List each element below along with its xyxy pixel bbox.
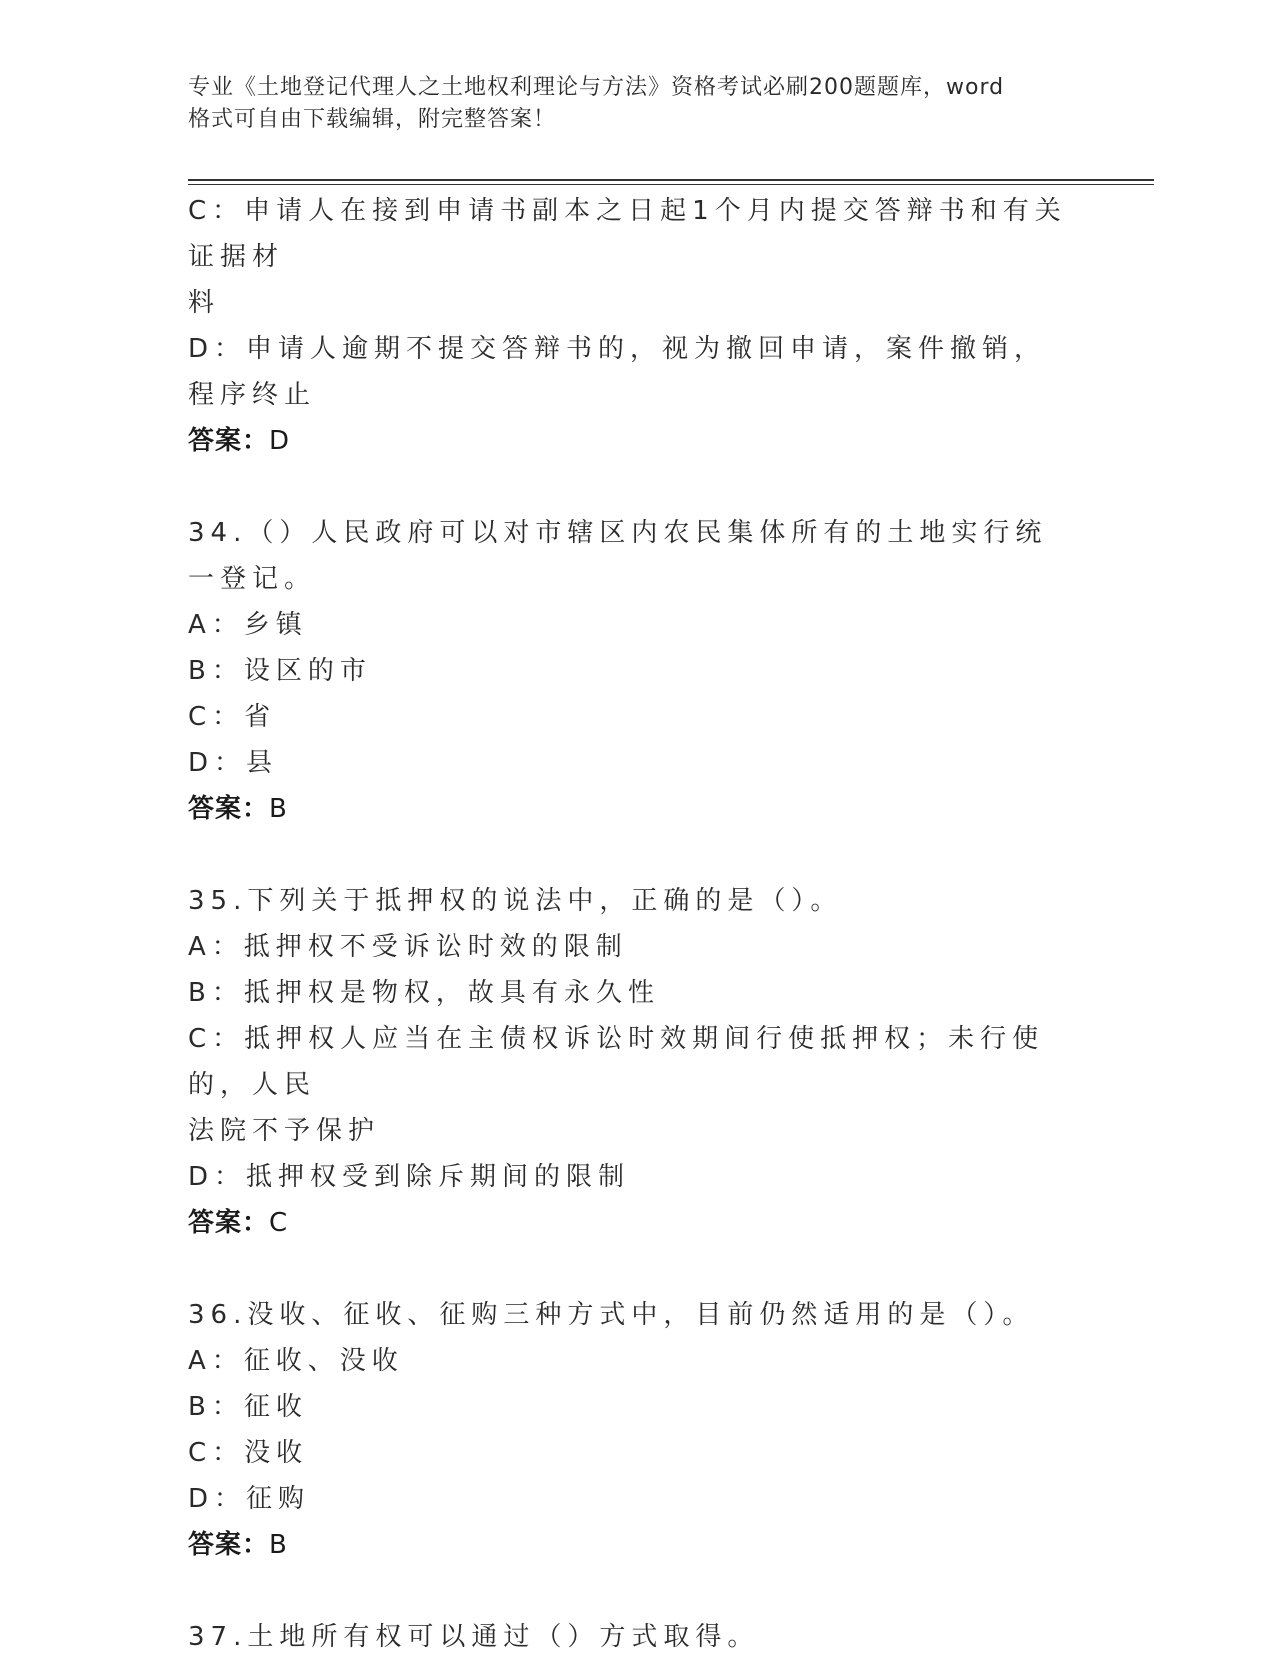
- option-b: B：抵押权是物权，故具有永久性: [188, 978, 660, 1008]
- answer-value: B: [269, 1530, 288, 1560]
- answer-line: [188, 418, 1078, 464]
- option-c-wrap: 料: [188, 288, 221, 318]
- answer-line: [188, 786, 1078, 832]
- spacer: [188, 1568, 1078, 1614]
- option-b: B：征收: [188, 1392, 308, 1422]
- answer-label: 答案：: [188, 1530, 270, 1560]
- question-stem: 36.没收、征收、征购三种方式中，目前仍然适用的是（）。: [188, 1300, 1035, 1330]
- question-stem: 35.下列关于抵押权的说法中，正确的是（）。: [188, 886, 843, 916]
- spacer: [188, 1246, 1078, 1292]
- header-divider-thick: [188, 179, 1154, 181]
- option-d: D：县: [188, 748, 279, 778]
- answer-label: 答案：: [188, 426, 270, 456]
- answer-value: C: [269, 1208, 289, 1238]
- question-36: [188, 1292, 1078, 1568]
- question-33-continued: [188, 188, 1078, 464]
- answer-line: [188, 1522, 1078, 1568]
- question-34: [188, 510, 1078, 832]
- option-c: C：抵押权人应当在主债权诉讼时效期间行使抵押权；未行使的，人民: [188, 1024, 1045, 1100]
- header-divider-thin: [188, 184, 1154, 185]
- option-c: C：申请人在接到申请书副本之日起1个月内提交答辩书和有关证据材: [188, 196, 1067, 272]
- option-a: A：征收、没收: [188, 1346, 404, 1376]
- question-35: [188, 878, 1078, 1246]
- option-b: B：设区的市: [188, 656, 372, 686]
- question-stem: 37.土地所有权可以通过（）方式取得。: [188, 1622, 760, 1652]
- answer-label: 答案：: [188, 794, 270, 824]
- option-d: D：征购: [188, 1484, 311, 1514]
- document-body: [188, 188, 1078, 1660]
- answer-value: B: [269, 794, 288, 824]
- option-a: A：乡镇: [188, 610, 308, 640]
- answer-line: [188, 1200, 1078, 1246]
- spacer: [188, 464, 1078, 510]
- answer-value: D: [269, 426, 291, 456]
- header-line-2: 格式可自由下载编辑，附完整答案！: [188, 107, 557, 132]
- option-c-wrap: 法院不予保护: [188, 1116, 381, 1146]
- option-d: D：申请人逾期不提交答辩书的，视为撤回申请，案件撤销，程序终止: [188, 334, 1047, 410]
- document-header: [188, 72, 1068, 136]
- header-line-1: 专业《土地登记代理人之土地权利理论与方法》资格考试必刷200题题库，word: [188, 75, 1005, 100]
- spacer: [188, 832, 1078, 878]
- question-stem: 34.（）人民政府可以对市辖区内农民集体所有的土地实行统一登记。: [188, 518, 1048, 594]
- option-c: C：省: [188, 702, 277, 732]
- option-c: C：没收: [188, 1438, 309, 1468]
- question-37: [188, 1614, 1078, 1660]
- option-a: A：抵押权不受诉讼时效的限制: [188, 932, 628, 962]
- answer-label: 答案：: [188, 1208, 270, 1238]
- option-d: D：抵押权受到除斥期间的限制: [188, 1162, 631, 1192]
